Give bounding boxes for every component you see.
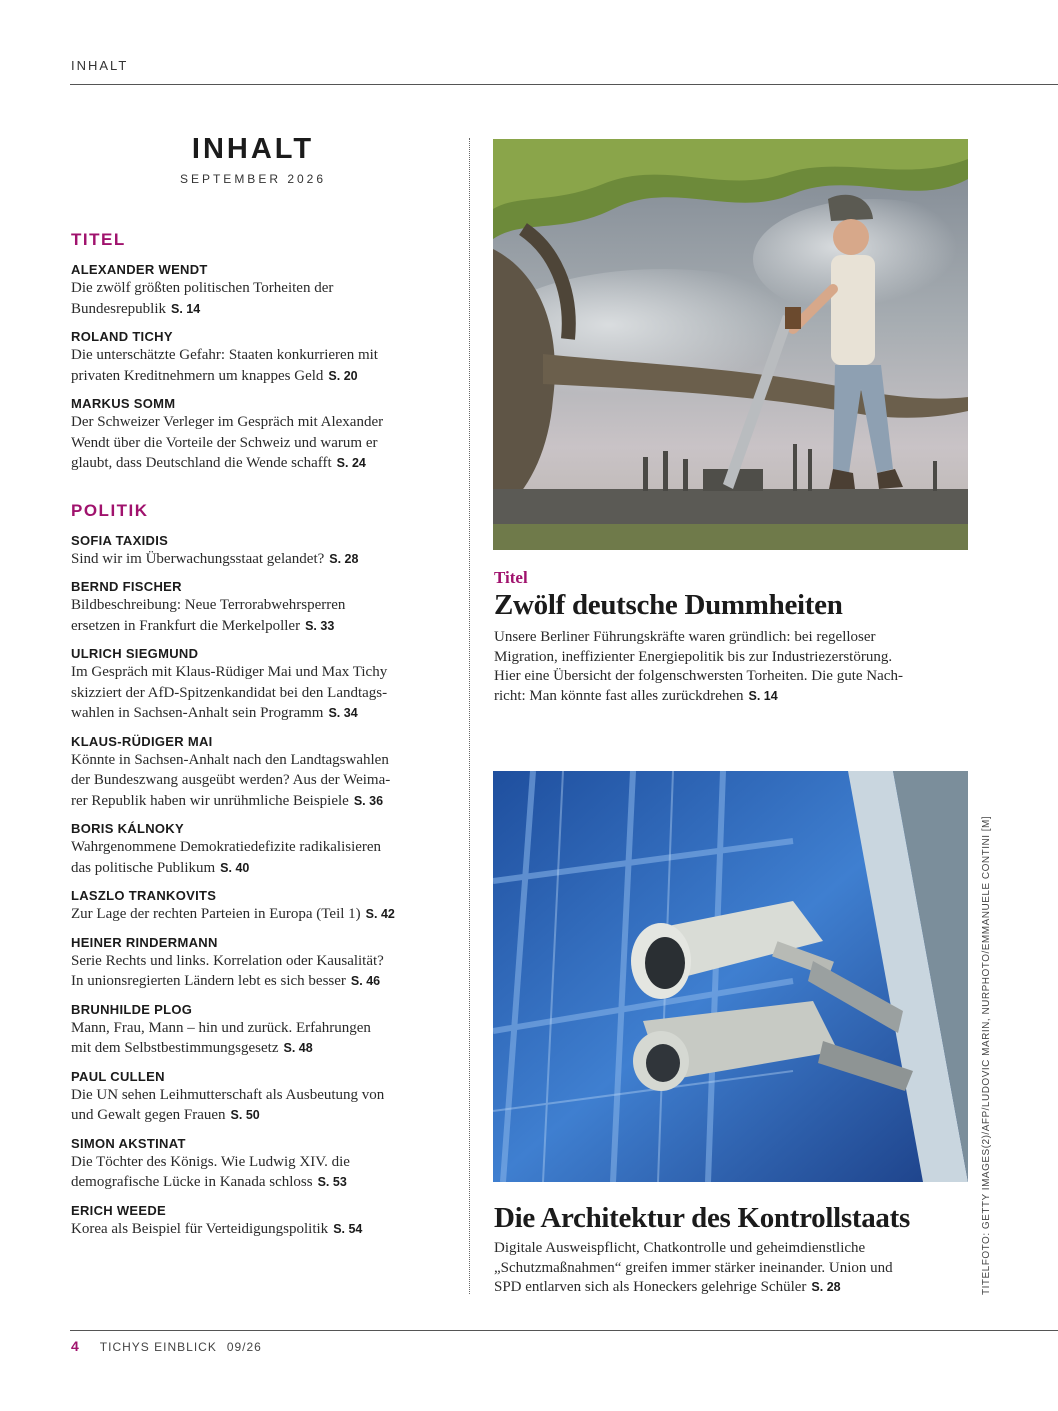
description-line	[71, 616, 439, 637]
entry-author: SOFIA TAXIDIS	[71, 532, 169, 548]
toc-entry[interactable]	[71, 1135, 439, 1193]
description-line	[71, 662, 439, 683]
line-text: Könnte in Sachsen-Anhalt nach den Landtagswahlen	[71, 751, 389, 768]
page-reference: S. 28	[811, 1280, 841, 1294]
feature-description	[494, 1239, 964, 1298]
feature-headline: Die Architektur des Kontrollstaats	[494, 1202, 910, 1234]
line-text: wahlen in Sachsen-Anhalt sein Programm	[71, 705, 324, 721]
description-line	[71, 412, 439, 433]
entry-description	[71, 951, 439, 992]
entry-description	[71, 1018, 439, 1059]
magazine-name: TICHYS EINBLICK	[99, 1340, 217, 1354]
column-divider	[469, 138, 470, 1294]
description-line	[71, 703, 439, 724]
photo-surveillance-cameras	[493, 771, 968, 1182]
entry-description	[71, 278, 439, 319]
description-line	[71, 858, 439, 879]
entry-description	[71, 595, 439, 636]
page-reference: S. 54	[333, 1221, 363, 1236]
entry-author: ERICH WEEDE	[71, 1202, 167, 1218]
entry-description	[71, 750, 439, 812]
page-reference: S. 36	[353, 793, 384, 808]
surveillance-camera-illustration	[493, 771, 968, 1182]
line-text: Im Gespräch mit Klaus-Rüdiger Mai und Max Tichy	[71, 664, 388, 680]
description-line	[71, 345, 439, 366]
line-text: richt: Man könnte fast alles zurückdrehen	[494, 687, 744, 704]
entry-description	[71, 837, 439, 878]
photo-credit: TITELFOTO: GETTY IMAGES(2)/AFP/LUDOVIC MARIN, NURPHOTO/EMMANUELE CONTINI [M]	[981, 815, 992, 1295]
page-reference: S. 33	[305, 618, 335, 633]
entry-description	[71, 1085, 439, 1126]
toc-entry[interactable]	[71, 328, 439, 386]
issue-date: SEPTEMBER 2026	[179, 172, 327, 186]
description-line	[494, 628, 964, 648]
description-line	[71, 683, 439, 704]
entry-author: ROLAND TICHY	[71, 329, 173, 344]
page-reference: S. 42	[365, 907, 395, 921]
description-line	[71, 1172, 439, 1193]
page-number: 4	[71, 1338, 80, 1354]
page-reference: S. 48	[283, 1041, 313, 1055]
page-reference: S. 40	[220, 860, 250, 875]
line-text: das politische Publikum	[71, 859, 216, 876]
description-line	[494, 1259, 964, 1279]
line-text: Bildbeschreibung: Neue Terrorabwehrsperren	[71, 597, 346, 613]
line-text: Sind wir im Überwachungsstaat gelandet?	[71, 550, 325, 567]
description-line	[71, 366, 439, 387]
toc-entry[interactable]	[71, 1202, 439, 1240]
description-line	[71, 837, 439, 858]
toc-entry[interactable]	[71, 578, 439, 636]
page-reference: S. 28	[329, 551, 359, 566]
line-text: Der Schweizer Verleger im Gespräch mit Alexander	[71, 414, 384, 430]
description-line	[71, 904, 439, 925]
line-text: Zur Lage der rechten Parteien in Europa (Teil 1)	[71, 906, 361, 922]
entry-author: ALEXANDER WENDT	[71, 262, 208, 277]
feature-kicker: Titel	[494, 568, 528, 587]
description-line	[71, 951, 439, 972]
top-rule	[70, 84, 1058, 85]
toc-entry[interactable]	[71, 887, 439, 925]
line-text: Die unterschätzte Gefahr: Staaten konkurrieren mit	[71, 347, 378, 363]
description-line	[71, 433, 439, 454]
description-line	[71, 1152, 439, 1173]
page-reference: S. 53	[317, 1175, 347, 1189]
description-line	[71, 791, 439, 812]
line-text: Die Töchter des Königs. Wie Ludwig XIV. die	[71, 1153, 350, 1170]
line-text: und Gewalt gegen Frauen	[71, 1107, 226, 1123]
description-line	[71, 453, 439, 474]
section-gap	[71, 483, 439, 501]
entry-description	[71, 1152, 439, 1193]
entry-author: HEINER RINDERMANN	[71, 934, 218, 950]
entry-author: SIMON AKSTINAT	[71, 1135, 186, 1151]
section-heading: TITEL	[71, 230, 126, 249]
line-text: glaubt, dass Deutschland die Wende schafft	[71, 455, 332, 471]
toc-entry[interactable]	[71, 733, 439, 812]
page-reference: S. 20	[328, 368, 358, 383]
line-text: Unsere Berliner Führungskräfte waren gründlich: bei regelloser	[494, 629, 876, 645]
line-text: privaten Kreditnehmern um knappes Geld	[71, 367, 324, 384]
line-text: Mann, Frau, Mann – hin und zurück. Erfahrungen	[71, 1019, 371, 1036]
page-reference: S. 34	[328, 706, 358, 720]
entry-author: BERND FISCHER	[71, 579, 182, 594]
description-line	[71, 1038, 439, 1059]
line-text: skizziert der AfD-Spitzenkandidat bei den Landtags-	[71, 684, 388, 701]
description-line	[494, 667, 964, 687]
line-text: SPD entlarven sich als Honeckers gelehrige Schüler	[494, 1279, 807, 1295]
description-line	[494, 1278, 964, 1298]
section-heading: POLITIK	[71, 500, 149, 520]
line-text: der Bundeszwang ausgeübt werden? Aus der Weima-	[71, 772, 391, 788]
line-text: Migration, ineffizienter Energiepolitik bis zur Industriezerstörung.	[494, 648, 893, 665]
entry-author: LASZLO TRANKOVITS	[71, 888, 217, 903]
description-line	[71, 1085, 439, 1106]
page-reference: S. 46	[350, 974, 381, 988]
line-text: Wahrgenommene Demokratiedefizite radikalisieren	[71, 839, 382, 855]
line-text: ersetzen in Frankfurt die Merkelpoller	[71, 617, 301, 634]
entry-description	[71, 662, 439, 724]
entry-author: ULRICH SIEGMUND	[71, 646, 199, 661]
line-text: Digitale Ausweispflicht, Chatkontrolle und geheimdienstliche	[494, 1240, 866, 1256]
line-text: Serie Rechts und links. Korrelation oder Kausalität?	[71, 952, 384, 969]
toc-entry[interactable]	[71, 645, 439, 724]
description-line	[71, 549, 439, 570]
description-line	[71, 750, 439, 771]
toc-entry[interactable]	[71, 934, 439, 992]
line-text: Die UN sehen Leihmutterschaft als Ausbeutung von	[71, 1086, 385, 1103]
line-text: „Schutzmaßnahmen“ greifen immer stärker ineinander. Union und	[494, 1259, 893, 1276]
feature-headline: Zwölf deutsche Dummheiten	[494, 589, 843, 621]
description-line	[71, 971, 439, 992]
entry-description	[71, 412, 439, 474]
line-text: Hier eine Übersicht der folgenschwersten Torheiten. Die gute Nach-	[494, 668, 903, 684]
tree-saw-illustration	[493, 139, 968, 550]
entry-author: BRUNHILDE PLOG	[71, 1001, 193, 1017]
toc-entry[interactable]	[71, 532, 439, 570]
description-line	[71, 278, 439, 299]
masthead	[70, 133, 436, 186]
toc-entry[interactable]	[71, 1001, 439, 1059]
toc-entry[interactable]	[71, 820, 439, 878]
description-line	[494, 1239, 964, 1259]
line-text: mit dem Selbstbestimmungsgesetz	[71, 1040, 279, 1056]
line-text: rer Republik haben wir unrühmliche Beispiele	[71, 792, 349, 809]
description-line	[71, 595, 439, 616]
page-reference: S. 24	[336, 456, 366, 470]
entry-author: MARKUS SOMM	[71, 396, 176, 411]
description-line	[71, 1219, 439, 1240]
description-line	[71, 299, 439, 320]
entry-author: BORIS KÁLNOKY	[71, 821, 184, 836]
page-reference: S. 50	[230, 1108, 260, 1122]
entry-author: KLAUS-RÜDIGER MAI	[71, 733, 213, 749]
line-text: Bundesrepublik	[71, 300, 166, 317]
description-line	[494, 687, 964, 707]
page-reference: S. 14	[171, 301, 201, 316]
feature-description	[494, 628, 964, 706]
entry-description	[71, 1219, 439, 1240]
entry-description	[71, 345, 439, 386]
toc-entry[interactable]	[71, 1068, 439, 1126]
bottom-rule	[70, 1330, 1058, 1331]
line-text: Die zwölf größten politischen Torheiten der	[71, 280, 334, 296]
page-footer	[71, 1338, 262, 1354]
toc-entry[interactable]	[71, 395, 439, 474]
line-text: Wendt über die Vorteile der Schweiz und warum er	[71, 434, 378, 451]
page-reference: S. 14	[748, 688, 778, 703]
line-text: In unionsregierten Ländern lebt es sich besser	[71, 973, 346, 989]
running-head: INHALT	[71, 58, 129, 73]
toc-entry[interactable]	[71, 261, 439, 319]
description-line	[71, 1018, 439, 1039]
feature-titel	[494, 568, 964, 706]
description-line	[71, 1105, 439, 1126]
entry-author: PAUL CULLEN	[71, 1068, 165, 1084]
entry-description	[71, 904, 439, 925]
issue-number: 09/26	[226, 1340, 262, 1354]
table-of-contents	[71, 230, 439, 1248]
line-text: demografische Lücke in Kanada schloss	[71, 1174, 313, 1190]
entry-description	[71, 549, 439, 570]
description-line	[71, 770, 439, 791]
cover-photo-man-sawing-branch	[493, 139, 968, 550]
description-line	[494, 648, 964, 668]
feature-kontrollstaat	[494, 1201, 964, 1298]
page-title: INHALT	[191, 133, 315, 165]
line-text: Korea als Beispiel für Verteidigungspolitik	[71, 1220, 329, 1237]
